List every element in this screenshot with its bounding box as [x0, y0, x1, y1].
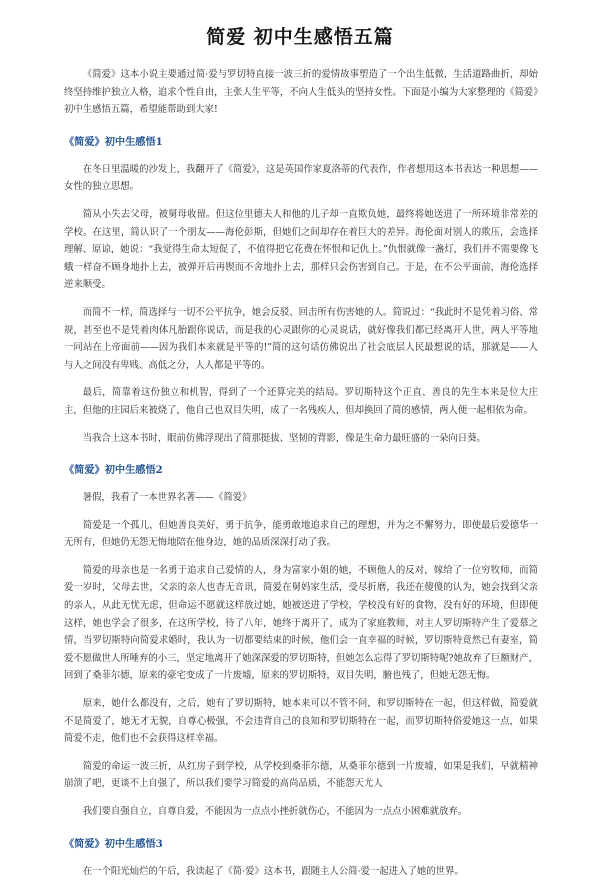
section-2-heading: 《简爱》初中生感悟2: [64, 464, 163, 477]
section-2-paragraph-6: 我们要自强自立，自尊自爱，不能因为一点点小挫折就伤心，不能因为一点点小困难就放弃。: [82, 806, 468, 817]
section-2-paragraph-2: 简爱是一个孤儿，但她善良美好，勇于抗争，能勇敢地追求自己的理想，并为之不懈努力，即使最后爱德华一无所有，但她仍无怨无悔地陪在他身边，她的品质深深打动了我。: [64, 519, 538, 549]
section-1-paragraph-4: 最后，简靠着这份独立和机智，得到了一个还算完美的结局。罗切斯特这个正直、善良的先生本来是位大庄主，但他的庄园后来被烧了，他自己也双目失明，成了一名残疾人，但却换回了简的感情，两人便一起相依为命。: [64, 387, 538, 416]
section-2-paragraph-1: 暑假，我看了一本世界名著——《简爱》: [82, 492, 252, 504]
intro-paragraph: 《简爱》这本小说主要通过简·爱与罗切特直接一波三折的爱情故事塑造了一个出生低微，生活道路曲折，却始终坚持维护独立人格，追求个性自由，主张人生平等，不向人生低头的坚持女性。下面是小编为大家整理的《简爱》初中生感悟五篇，希望能帮助到大家!: [64, 69, 538, 116]
section-1-heading: 《简爱》初中生感悟1: [64, 135, 163, 148]
page-title: 简爱 初中生感悟五篇: [206, 26, 394, 48]
section-1-paragraph-1: 在冬日里温暖的沙发上，我翻开了《简爱》，这是英国作家夏洛蒂的代表作，作者想用这本书表达一种思想——女性的独立思想。: [64, 163, 538, 193]
section-1-paragraph-5: 当我合上这本书时，眼前仿佛浮现出了简那挺拔、坚韧的背影，像是生命力最旺盛的一朵向日葵。: [82, 432, 486, 444]
section-1-paragraph-3: 而简不一样，简选择与一切不公平抗争，她会反驳、回击所有伤害她的人。简说过：“我此时不是凭着习俗、常规，甚至也不是凭着肉体凡胎跟你说话，而是我的心灵跟你的心灵说话，就好像我们都已经离开人世，两人平等地一同站在上帝面前——因为我们本来就是平等的!”简的这句话仿佛说出了社会底层人民最想说的话，那就是——人与人之间没有卑贱、高低之分，人人都是平等的。: [64, 306, 538, 371]
document-body: [64, 66, 538, 880]
section-1-paragraph-2: 简从小失去父母，被舅母收留。但这位里德夫人和他的儿子却一直欺负她，最终将她送进了一所环境非常差的学校。在这里，简认识了一个朋友——海伦彭斯，但她们之间却存在着巨大的差异。海伦面对别人的欺压，会选择理解、原谅，她说：“我觉得生命太短促了，不值得把它花费在怀恨和记仇上。”仇恨就像一盏灯，我们并不需要像飞蛾一样奋不顾身地扑上去，被弹开后再锲而不舍地扑上去，那样只会伤害到自己。于是，在不公平面前，海伦选择逆来顺受。: [64, 208, 538, 291]
section-2-paragraph-4: 原来，她什么都没有，之后，她有了罗切斯特，她本来可以不管不问，和罗切斯特在一起，但这样做，简爱就不是简爱了，她无才无貌，自尊心极强，不会违背自己的良知和罗切斯特在一起，而罗切斯特俗爱她这一点，如果简爱不走，他们也不会获得这样幸福。: [64, 698, 538, 745]
section-3-paragraph-1: 在一个阳光灿烂的午后，我读起了《简·爱》这本书，跟随主人公简·爱一起进入了她的世界。: [82, 865, 464, 877]
section-2-paragraph-3: 简爱的母亲也是一名勇于追求自己爱情的人，身为富家小姐的她，不顾他人的反对，嫁给了一位穷牧师，而简爱一岁时，父母去世，父亲的亲人也杳无音讯，简爱在舅妈家生活，受尽折磨，我还在傻傻的认为，她会找到父亲的亲人，从此无忧无虑，但命运不愿就这样放过她，她被送进了学校，学校没有好的食物，没有好的环境，但即便这样，她也学会了很多，在这所学校，待了八年，她终于离开了，成为了家庭教师，对主人罗切斯特产生了爱慕之情，当罗切斯特向简爱求婚时，我认为一切都要结束的时候，他们会一直幸福的时候，罗切斯特竟然已有妻室，简爱不愿做世人所唾弃的小三，坚定地离开了她深深爱的罗切斯特，但她怎么忘得了罗切斯特呢?她故弃了巨额财产，回到了桑菲尔德，原来的豪宅变成了一片废墟，原来的罗切斯特，双目失明，腑也残了，但她无怨无悔。: [64, 564, 538, 682]
section-2-paragraph-5: 简爱的命运一波三折，从红房子到学校，从学校到桑菲尔德，从桑菲尔德到一片废墟，如果是我们，早就精神崩溃了吧，更谈不上自强了，所以我们要学习简爱的高尚品质，不能怨天尤人: [64, 760, 538, 790]
section-3-heading: 《简爱》初中生感悟3: [64, 837, 163, 850]
